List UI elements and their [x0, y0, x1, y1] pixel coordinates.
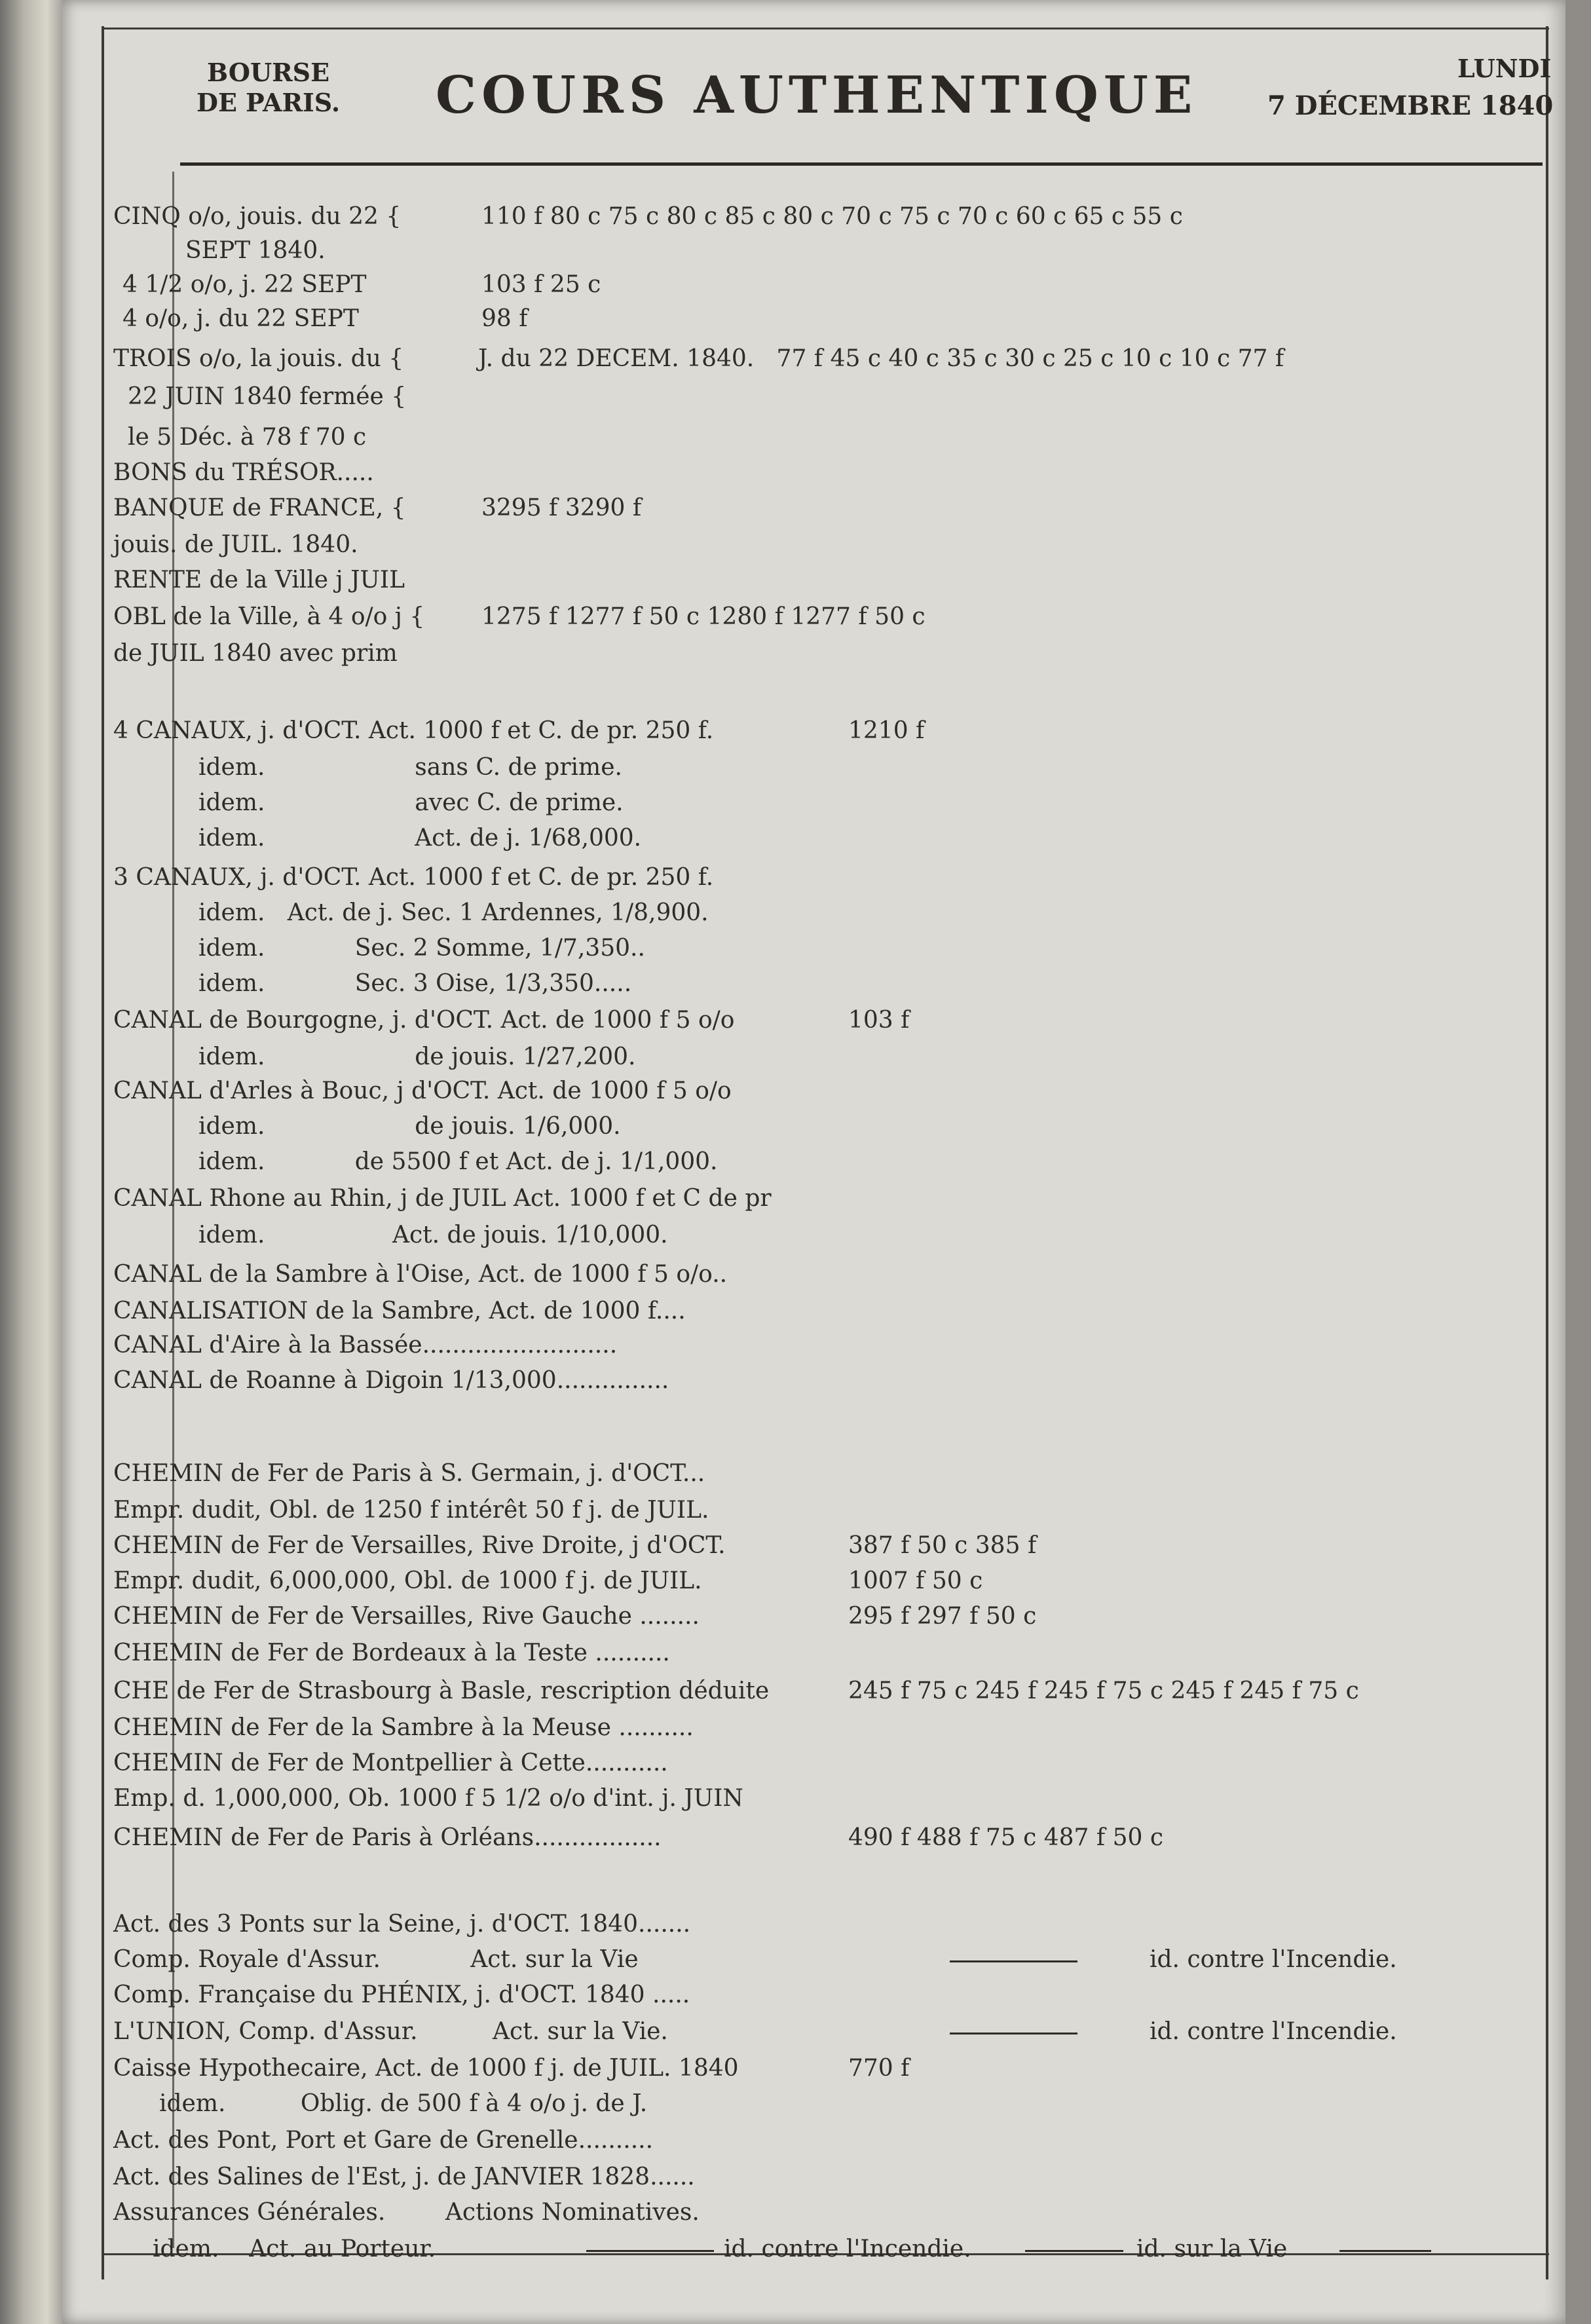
blank-rule	[950, 1960, 1077, 1962]
security-label: CANAL de Roanne à Digoin 1/13,000...............	[113, 1367, 669, 1394]
life-insurance-label: id. sur la Vie	[1136, 2236, 1288, 2262]
security-label: idem. Act. de j. Sec. 1 Ardennes, 1/8,900.	[198, 899, 709, 926]
security-label: CANAL d'Aire à la Bassée..........................	[113, 1332, 618, 1359]
table-row	[62, 1564, 1543, 1598]
quote-values: 103 f	[848, 1007, 910, 1034]
table-row	[62, 896, 1543, 930]
quote-values: 295 f 297 f 50 c	[848, 1603, 1037, 1630]
table-row	[62, 491, 1543, 525]
security-label: idem. Act. de jouis. 1/10,000.	[198, 1222, 668, 1248]
security-label: BONS du TRÉSOR.....	[113, 459, 374, 486]
blank-rule	[586, 2250, 714, 2252]
table-row	[62, 2196, 1543, 2230]
table-row	[62, 1943, 1543, 1977]
security-label: idem. Oblig. de 500 f à 4 o/o j. de J.	[159, 2090, 648, 2117]
security-label: L'UNION, Comp. d'Assur. Act. sur la Vie.	[113, 2018, 668, 2045]
security-label: CHEMIN de Fer de Versailles, Rive Droite, j d'OCT.	[113, 1532, 726, 1559]
security-label: OBL de la Ville, à 4 o/o j {	[113, 603, 425, 630]
bourse-line-2: DE PARIS.	[197, 88, 341, 117]
table-row	[62, 1636, 1543, 1670]
fire-insurance-label: id. contre l'Incendie.	[1150, 2018, 1397, 2045]
table-row	[62, 1110, 1543, 1144]
security-label: idem. avec C. de prime.	[198, 789, 624, 816]
security-label: CHE de Fer de Strasbourg à Basle, rescription déduite	[113, 1677, 770, 1704]
table-row	[62, 1907, 1543, 1941]
table-row	[62, 931, 1543, 965]
blank-entry	[943, 2015, 1084, 2049]
quote-values: 770 f	[848, 2055, 910, 2082]
table-row	[62, 2015, 1543, 2049]
page-title: COURS AUTHENTIQUE	[436, 66, 1198, 125]
security-label: idem. sans C. de prime.	[198, 754, 622, 781]
table-row	[62, 268, 1543, 302]
table-row	[62, 2232, 1543, 2266]
quote-values: 98 f	[481, 305, 528, 332]
blank-rule	[1025, 2250, 1123, 2252]
table-row	[62, 1600, 1543, 1634]
table-row	[62, 456, 1543, 490]
table-row	[62, 2087, 1543, 2121]
security-label: de JUIL 1840 avec prim	[113, 640, 398, 667]
table-row	[62, 1003, 1543, 1038]
security-label: Caisse Hypothecaire, Act. de 1000 f j. de JUIL. 1840	[113, 2055, 739, 2082]
security-label: Act. des Salines de l'Est, j. de JANVIER 1828......	[113, 2164, 695, 2190]
table-row	[62, 1782, 1543, 1816]
security-label: Empr. dudit, Obl. de 1250 f intérêt 50 f j. de JUIL.	[113, 1497, 709, 1524]
header-rule	[180, 162, 1543, 166]
quote-values: 245 f 75 c 245 f 245 f 75 c 245 f 245 f 75 c	[848, 1677, 1359, 1704]
table-row	[62, 714, 1543, 748]
security-label: 3 CANAUX, j. d'OCT. Act. 1000 f et C. de pr. 250 f.	[113, 864, 714, 891]
security-label: Empr. dudit, 6,000,000, Obl. de 1000 f j. de JUIL.	[113, 1567, 702, 1594]
security-label: Act. des Pont, Port et Gare de Grenelle..........	[113, 2127, 654, 2154]
blank-rule	[950, 2033, 1077, 2034]
security-label: CHEMIN de Fer de Paris à Orléans.................	[113, 1824, 662, 1851]
day-label: LUNDI	[1457, 54, 1552, 83]
quote-values: 110 f 80 c 75 c 80 c 85 c 80 c 70 c 75 c 70 c 60 c 65 c 55 c	[481, 203, 1183, 230]
table-row	[62, 1746, 1543, 1780]
ledger-page	[62, 0, 1565, 2324]
security-label: SEPT 1840.	[185, 237, 326, 264]
security-label: 4 1/2 o/o, j. 22 SEPT	[122, 271, 367, 298]
quote-values: 103 f 25 c	[481, 271, 601, 298]
security-label: idem. Act. de j. 1/68,000.	[198, 825, 642, 852]
security-label: Assurances Générales. Actions Nominatives.	[113, 2199, 700, 2226]
table-row	[62, 1821, 1543, 1855]
quote-values: 1210 f	[848, 717, 925, 744]
bourse-line-1: BOURSE	[207, 58, 330, 87]
security-label: Act. des 3 Ponts sur la Seine, j. d'OCT. 1840.......	[113, 1911, 691, 1938]
adjacent-page-edge	[0, 0, 62, 2324]
security-label: 22 JUIN 1840 fermée {	[128, 383, 407, 410]
security-label: idem. de jouis. 1/6,000.	[198, 1113, 621, 1140]
table-row	[62, 421, 1543, 455]
security-label: CANAL de la Sambre à l'Oise, Act. de 1000 f 5 o/o..	[113, 1261, 728, 1288]
blank-entry	[943, 1943, 1084, 1977]
blank-entry	[1333, 2232, 1438, 2266]
table-row	[62, 563, 1543, 597]
security-label: idem. Sec. 3 Oise, 1/3,350.....	[198, 970, 632, 997]
security-label: CHEMIN de Fer de Versailles, Rive Gauche ........	[113, 1603, 700, 1630]
fire-insurance-label: id. contre l'Incendie.	[1150, 1946, 1397, 1973]
table-row	[62, 380, 1543, 414]
blank-entry	[1019, 2232, 1130, 2266]
quote-values: 3295 f 3290 f	[481, 495, 642, 521]
table-row	[62, 751, 1543, 785]
table-row	[62, 200, 1543, 234]
table-row	[62, 1529, 1543, 1563]
blank-rule	[1339, 2250, 1431, 2252]
table-row	[62, 1493, 1543, 1527]
frame-top-rule	[102, 28, 1549, 29]
table-row	[62, 600, 1543, 634]
table-row	[62, 2124, 1543, 2158]
date-label: 7 DÉCEMBRE 1840	[1267, 90, 1554, 121]
security-label: CHEMIN de Fer de Paris à S. Germain, j. d'OCT...	[113, 1460, 705, 1487]
table-row	[62, 1218, 1543, 1252]
table-row	[62, 302, 1543, 336]
security-label: CANAL Rhone au Rhin, j de JUIL Act. 1000 f et C de pr	[113, 1185, 772, 1212]
table-row	[62, 1457, 1543, 1491]
security-label: jouis. de JUIL. 1840.	[113, 531, 358, 558]
security-label: CHEMIN de Fer de Bordeaux à la Teste ..........	[113, 1640, 670, 1666]
table-row	[62, 1328, 1543, 1362]
table-row	[62, 861, 1543, 895]
security-label: Comp. Royale d'Assur. Act. sur la Vie	[113, 1946, 639, 1973]
security-label: 4 o/o, j. du 22 SEPT	[122, 305, 359, 332]
security-label: CHEMIN de Fer de Montpellier à Cette...........	[113, 1750, 668, 1776]
security-label: idem. Sec. 2 Somme, 1/7,350..	[198, 935, 645, 962]
fire-insurance-label: id. contre l'Incendie.	[724, 2236, 971, 2262]
table-row	[62, 234, 1543, 268]
security-label: CANALISATION de la Sambre, Act. de 1000 f....	[113, 1298, 686, 1324]
table-row	[62, 1258, 1543, 1292]
quote-values: 1275 f 1277 f 50 c 1280 f 1277 f 50 c	[481, 603, 926, 630]
quote-values: 387 f 50 c 385 f	[848, 1532, 1037, 1559]
table-row	[62, 2160, 1543, 2194]
table-row	[62, 821, 1543, 855]
table-row	[62, 1364, 1543, 1398]
quote-values: 490 f 488 f 75 c 487 f 50 c	[848, 1824, 1164, 1851]
security-label: RENTE de la Ville j JUIL	[113, 567, 405, 593]
table-row	[62, 1711, 1543, 1745]
quote-values: 1007 f 50 c	[848, 1567, 983, 1594]
table-row	[62, 342, 1543, 376]
table-row	[62, 1040, 1543, 1074]
table-row	[62, 1074, 1543, 1108]
table-row	[62, 1145, 1543, 1179]
table-row	[62, 637, 1543, 671]
security-label: CANAL de Bourgogne, j. d'OCT. Act. de 1000 f 5 o/o	[113, 1007, 735, 1034]
table-row	[62, 786, 1543, 820]
table-row	[62, 528, 1543, 562]
security-label: idem. de 5500 f et Act. de j. 1/1,000.	[198, 1148, 718, 1175]
security-label: TROIS o/o, la jouis. du {	[113, 345, 404, 372]
security-label: idem. Act. au Porteur.	[153, 2236, 436, 2262]
security-label: Emp. d. 1,000,000, Ob. 1000 f 5 1/2 o/o d'int. j. JUIN	[113, 1785, 743, 1812]
table-row	[62, 967, 1543, 1001]
security-label: idem. de jouis. 1/27,200.	[198, 1043, 636, 1070]
bourse-label	[197, 58, 340, 118]
blank-entry	[580, 2232, 721, 2266]
frame-right-rule	[1546, 26, 1548, 2279]
security-label: le 5 Déc. à 78 f 70 c	[128, 424, 367, 451]
security-label: CANAL d'Arles à Bouc, j d'OCT. Act. de 1000 f 5 o/o	[113, 1078, 732, 1104]
table-row	[62, 2052, 1543, 2086]
table-row	[62, 1182, 1543, 1216]
table-row	[62, 1674, 1543, 1708]
security-label: Comp. Française du PHÉNIX, j. d'OCT. 1840 .....	[113, 1981, 690, 2008]
table-row	[62, 1294, 1543, 1328]
security-label: CINQ o/o, jouis. du 22 {	[113, 203, 402, 230]
security-label: CHEMIN de Fer de la Sambre à la Meuse ..........	[113, 1714, 694, 1741]
security-label: 4 CANAUX, j. d'OCT. Act. 1000 f et C. de pr. 250 f.	[113, 717, 714, 744]
security-label: BANQUE de FRANCE, {	[113, 495, 406, 521]
table-row	[62, 1978, 1543, 2012]
quote-values: J. du 22 DECEM. 1840. 77 f 45 c 40 c 35 c 30 c 25 c 10 c 10 c 77 f	[478, 345, 1284, 372]
